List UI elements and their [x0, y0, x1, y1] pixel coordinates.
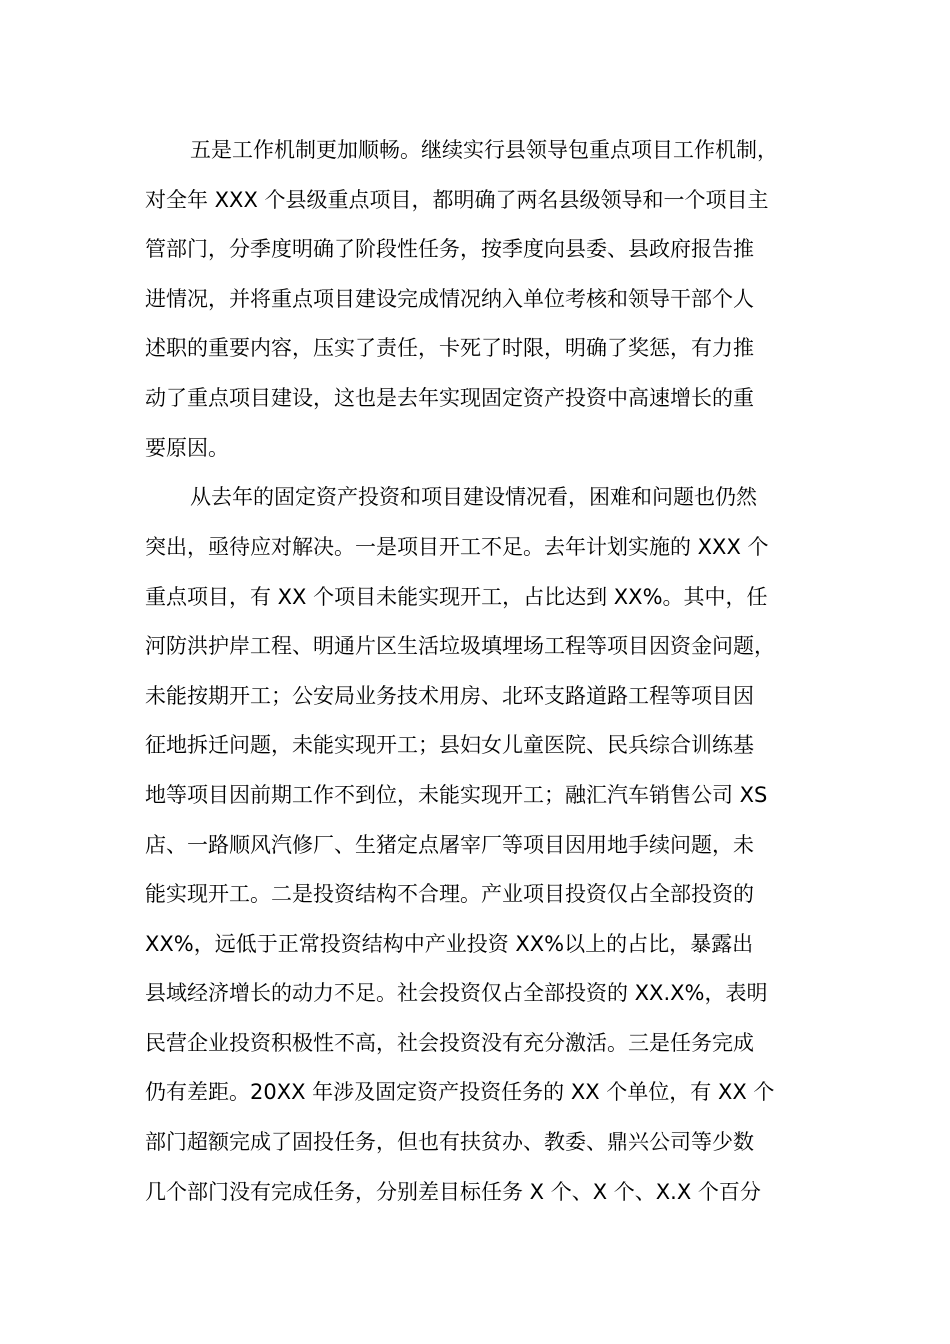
text-line: 从去年的固定资产投资和项目建设情况看，困难和问题也仍然	[190, 485, 757, 509]
text-line: 河防洪护岸工程、明通片区生活垃圾填埋场工程等项目因资金问题，	[145, 634, 775, 658]
text-line: 突出，亟待应对解决。一是项目开工不足。去年计划实施的 XXX 个	[145, 535, 769, 559]
text-line: 重点项目，有 XX 个项目未能实现开工，占比达到 XX%。其中，任	[145, 585, 768, 609]
text-line: 对全年 XXX 个县级重点项目，都明确了两名县级领导和一个项目主	[145, 188, 769, 212]
text-line: 管部门，分季度明确了阶段性任务，按季度向县委、县政府报告推	[145, 237, 754, 261]
text-line: 五是工作机制更加顺畅。继续实行县领导包重点项目工作机制，	[190, 138, 778, 162]
text-line: 进情况，并将重点项目建设完成情况纳入单位考核和领导干部个人	[145, 287, 754, 311]
text-line: 要原因。	[145, 436, 229, 460]
text-line: 仍有差距。20XX 年涉及固定资产投资任务的 XX 个单位，有 XX 个	[145, 1080, 775, 1104]
text-line: 县域经济增长的动力不足。社会投资仅占全部投资的 XX.X%，表明	[145, 981, 768, 1005]
text-line: 民营企业投资积极性不高，社会投资没有充分激活。三是任务完成	[145, 1031, 754, 1055]
text-line: 部门超额完成了固投任务，但也有扶贫办、教委、鼎兴公司等少数	[145, 1130, 754, 1154]
text-line: 征地拆迁问题，未能实现开工；县妇女儿童医院、民兵综合训练基	[145, 733, 754, 757]
text-line: 未能按期开工；公安局业务技术用房、北环支路道路工程等项目因	[145, 684, 754, 708]
text-line: 地等项目因前期工作不到位，未能实现开工；融汇汽车销售公司 XS	[145, 783, 768, 807]
text-line: 动了重点项目建设，这也是去年实现固定资产投资中高速增长的重	[145, 386, 754, 410]
text-line: XX%，远低于正常投资结构中产业投资 XX%以上的占比，暴露出	[145, 932, 754, 956]
text-line: 店、一路顺风汽修厂、生猪定点屠宰厂等项目因用地手续问题，未	[145, 833, 754, 857]
text-line: 几个部门没有完成任务，分别差目标任务 X 个、X 个、X.X 个百分	[145, 1180, 761, 1204]
text-line: 能实现开工。二是投资结构不合理。产业项目投资仅占全部投资的	[145, 882, 754, 906]
text-line: 述职的重要内容，压实了责任，卡死了时限，明确了奖惩，有力推	[145, 336, 754, 360]
